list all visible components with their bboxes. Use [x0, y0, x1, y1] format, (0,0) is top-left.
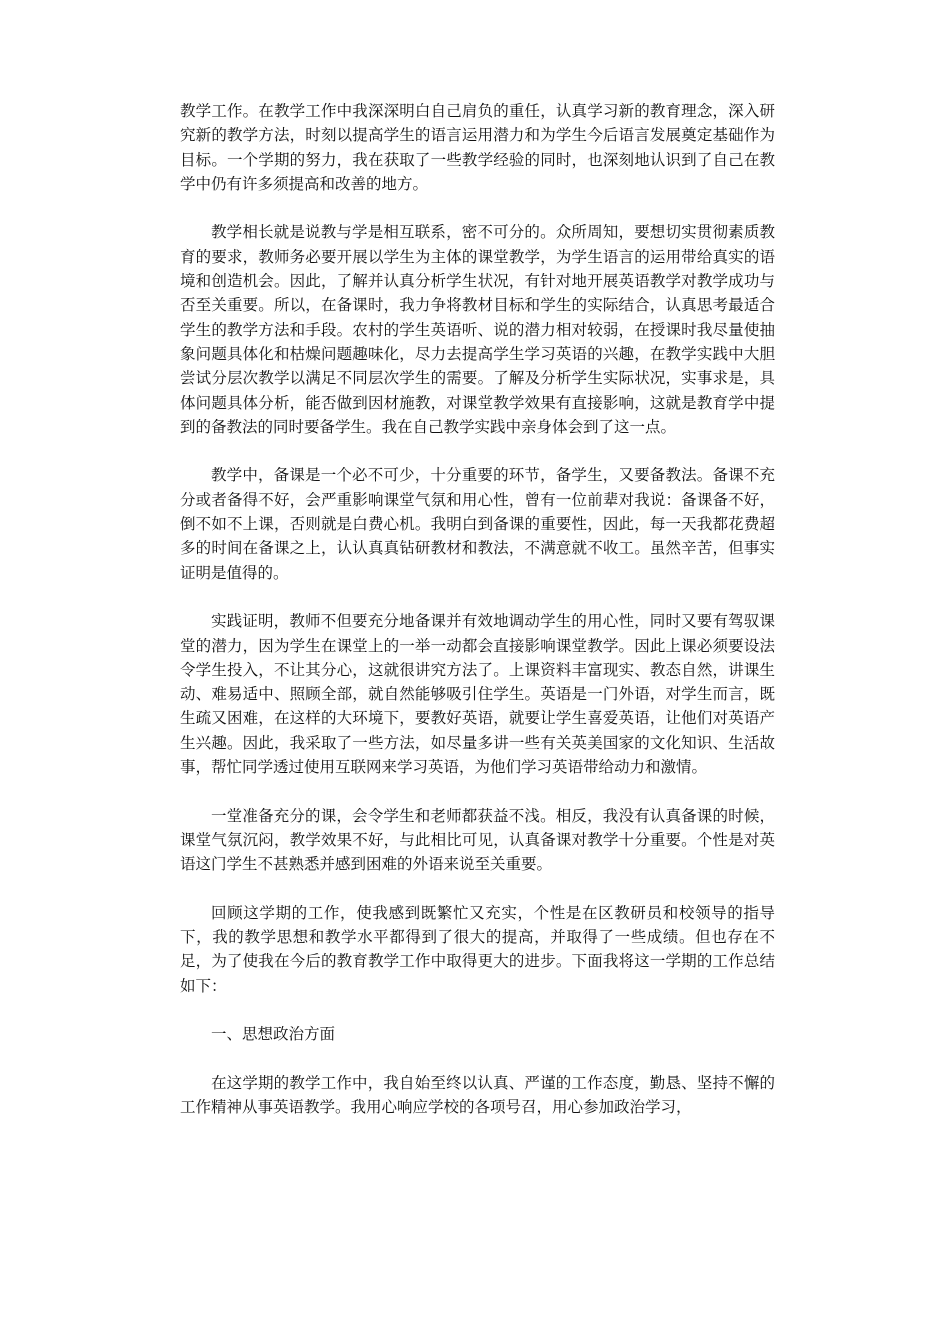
- document-body: [180, 99, 775, 1144]
- paragraph-intro: 教学工作。在教学工作中我深深明白自己肩负的重任，认真学习新的教育理念，深入研究新的教学方法，时刻以提高学生的语言运用潜力和为学生今后语言发展奠定基础作为目标。一个学期的努力，我在获取了一些教学经验的同时，也深刻地认识到了自己在教学中仍有许多须提高和改善的地方。: [180, 102, 775, 193]
- section-heading: 一、思想政治方面: [211, 1025, 336, 1044]
- paragraph-practice: 实践证明，教师不但要充分地备课并有效地调动学生的用心性，同时又要有驾驭课堂的潜力，因为学生在课堂上的一举一动都会直接影响课堂教学。因此上课必须要设法令学生投入，不让其分心，这就很讲究方法了。上课资料丰富现实、教态自然，讲课生动、难易适中、照顾全部，就自然能够吸引住学生。英语是一门外语，对学生而言，既生疏又困难，在这样的大环境下，要教好英语，就要让学生喜爱英语，让他们对英语产生兴趣。因此，我采取了一些方法，如尽量多讲一些有关英美国家的文化知识、生活故事，帮忙同学透过使用互联网来学习英语，为他们学习英语带给动力和激情。: [180, 612, 775, 777]
- paragraph-political: 在这学期的教学工作中，我自始至终以认真、严谨的工作态度，勤恳、坚持不懈的工作精神从事英语教学。我用心响应学校的各项号召，用心参加政治学习，: [180, 1073, 775, 1117]
- paragraph-teaching-mutual: 教学相长就是说教与学是相互联系，密不可分的。众所周知，要想切实贯彻素质教育的要求，教师务必要开展以学生为主体的课堂教学，为学生语言的运用带给真实的语境和创造机会。因此，了解并认真分析学生状况，有针对地开展英语教学对教学成功与否至关重要。所以，在备课时，我力争将教材目标和学生的实际结合，认真思考最适合学生的教学方法和手段。农村的学生英语听、说的潜力相对较弱，在授课时我尽量使抽象问题具体化和枯燥问题趣味化，尽力去提高学生学习英语的兴趣，在教学实践中大胆尝试分层次教学以满足不同层次学生的需要。了解及分析学生实际状况，实事求是，具体问题具体分析，能否做到因材施教，对课堂教学效果有直接影响，这就是教育学中提到的备教法的同时要备学生。我在自己教学实践中亲身体会到了这一点。: [180, 223, 775, 436]
- paragraph-lesson-prep: 教学中，备课是一个必不可少，十分重要的环节，备学生，又要备教法。备课不充分或者备得不好，会严重影响课堂气氛和用心性，曾有一位前辈对我说：备课备不好，倒不如不上课，否则就是白费心机。我明白到备课的重要性，因此，每一天我都花费超多的时间在备课之上，认认真真钻研教材和教法，不满意就不收工。虽然辛苦，但事实证明是值得的。: [180, 466, 775, 582]
- paragraph-review: 回顾这学期的工作，使我感到既繁忙又充实，个性是在区教研员和校领导的指导下，我的教学思想和教学水平都得到了很大的提高，并取得了一些成绩。但也存在不足，为了使我在今后的教育教学工作中取得更大的进步。下面我将这一学期的工作总结如下：: [180, 903, 775, 995]
- paragraph-well-prepared: 一堂准备充分的课，会令学生和老师都获益不浅。相反，我没有认真备课的时候，课堂气氛沉闷，教学效果不好，与此相比可见，认真备课对教学十分重要。个性是对英语这门学生不甚熟悉并感到困难的外语来说至关重要。: [180, 806, 775, 874]
